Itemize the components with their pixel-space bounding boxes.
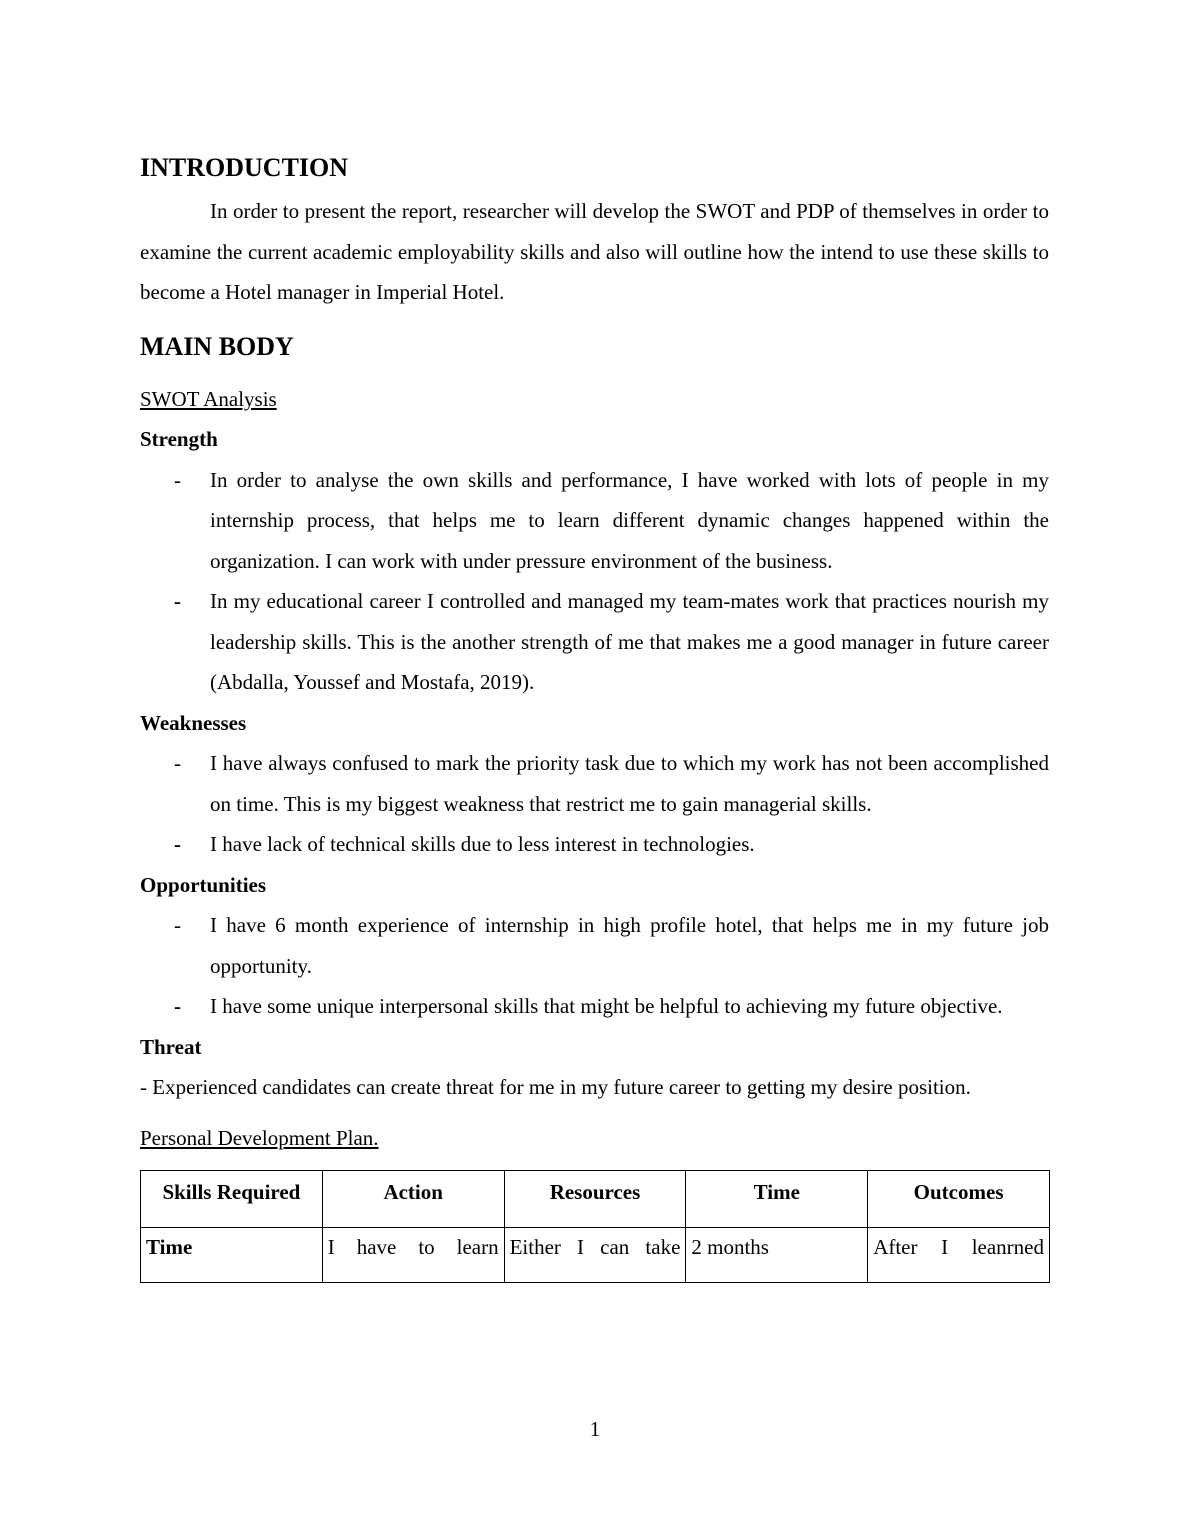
list-item [140,743,1049,824]
header-skills-required: Skills Required [141,1171,323,1228]
list-item [140,986,1049,1027]
list-item [140,581,1049,703]
threat-heading: Threat [140,1034,202,1059]
page-number: 1 [589,1417,601,1441]
swot-analysis-title: SWOT Analysis [140,386,277,411]
list-item [140,824,1049,865]
weakness-item-2: I have lack of technical skills due to less interest in technologies. [210,832,755,856]
opportunity-item-2: I have some unique interpersonal skills that might be helpful to achieving my future objective. [210,994,1003,1018]
cell-skill: Time [141,1228,323,1283]
header-resources: Resources [504,1171,686,1228]
weaknesses-list [140,743,1049,865]
bullet-marker: - [174,467,181,492]
threat-paragraph: - Experienced candidates can create threat for me in my future career to getting my desire position. [140,1075,971,1099]
header-time: Time [686,1171,868,1228]
opportunities-heading: Opportunities [140,872,267,897]
header-action: Action [322,1171,504,1228]
bullet-marker: - [174,913,181,937]
pdp-table [140,1170,1050,1283]
introduction-paragraph: In order to present the report, researcher will develop the SWOT and PDP of themselves in order to examine the current academic employability skills and also will outline how the intend to use these skills to become a Hotel manager in Imperial Hotel. [140,199,1049,304]
pdp-title: Personal Development Plan. [140,1125,379,1150]
table-row [141,1228,1050,1283]
strength-item-1: In order to analyse the own skills and performance, I have worked with lots of people in my internship process, that helps me to learn different dynamic changes happened within the organization. I can work with under pressure environment of the business. [210,467,1049,573]
introduction-heading: INTRODUCTION [140,153,349,182]
strength-heading: Strength [140,427,218,451]
weaknesses-heading: Weaknesses [140,710,247,735]
cell-resources: Either I can take [504,1228,686,1283]
weakness-item-1: I have always confused to mark the priority task due to which my work has not been accomplished on time. This is my biggest weakness that restrict me to gain managerial skills. [210,751,1049,816]
list-item [140,905,1049,986]
cell-action: I have to learn [322,1228,504,1283]
strength-list [140,460,1049,703]
bullet-marker: - [174,751,181,775]
bullet-marker: - [174,994,181,1018]
list-item [140,460,1049,582]
cell-time: 2 months [686,1228,868,1283]
header-outcomes: Outcomes [868,1171,1050,1228]
opportunity-item-1: I have 6 month experience of internship in high profile hotel, that helps me in my future job opportunity. [210,913,1049,978]
bullet-marker: - [174,589,181,613]
opportunities-list [140,905,1049,1027]
table-header-row [141,1171,1050,1228]
document-page [140,150,1049,1283]
cell-outcomes: After I leanrned [868,1228,1050,1283]
main-body-heading: MAIN BODY [140,331,294,361]
bullet-marker: - [174,832,181,856]
strength-item-2: In my educational career I controlled and managed my team-mates work that practices nourish my leadership skills. This is the another strength of me that makes me a good manager in future career (Abdalla, Youssef and Mostafa, 2019). [210,589,1049,694]
